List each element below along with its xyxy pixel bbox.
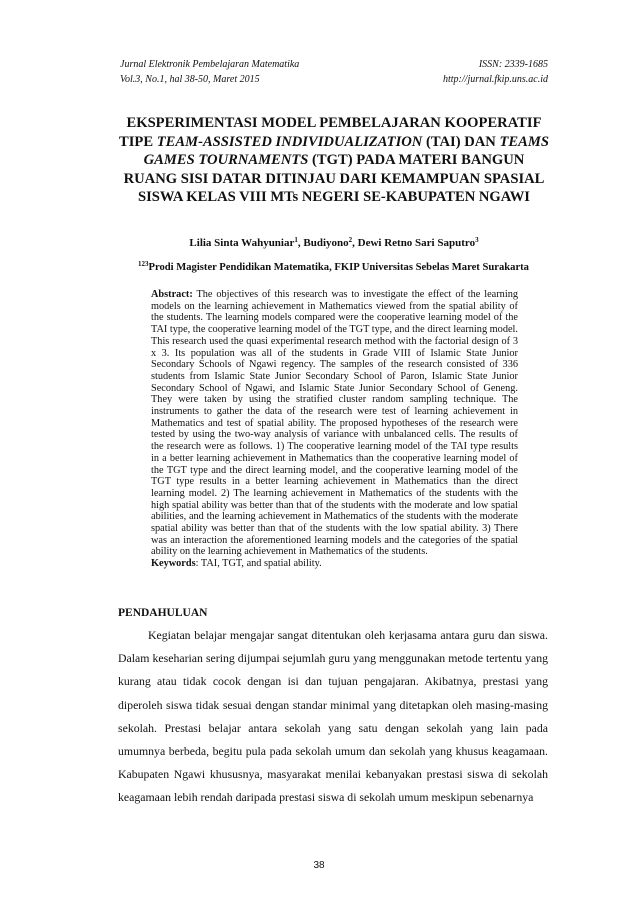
volume-info: Vol.3, No.1, hal 38-50, Maret 2015 (120, 74, 260, 85)
author: Budiyono (303, 237, 349, 249)
paragraph: Kegiatan belajar mengajar sangat ditentukan oleh kerjasama antara guru dan siswa. Dalam keseharian sering dijumpai sejumlah guru yang menggunakan metode tertentu yang kurang atau tidak cocok dengan isi dan tujuan pengajaran. Akibatnya, prestasi yang diperoleh siswa tidak sesuai dengan standar minimal yang ditetapkan oleh masing-masing sekolah. Prestasi belajar antara sekolah yang satu dengan sekolah yang lain pada umumnya berbeda, begitu pula pada sekolah umum dan sekolah yang khusus keagamaan. Kabupaten Ngawi khususnya, masyarakat menilai kebanyakan prestasi siswa di sekolah keagamaan lebih rendah daripada prestasi siswa di sekolah umum meskipun sebenarnya (118, 628, 548, 805)
journal-url: http://jurnal.fkip.uns.ac.id (443, 74, 548, 85)
abstract (151, 289, 518, 570)
author-list: Lilia Sinta Wahyuniar$^1$, Budiyono$^2$, Dewi Retno Sari Saputro$^3$ (189, 236, 479, 249)
abstract-text: The objectives of this research was to investigate the effect of the learning models on the learning achievement in Mathematics viewed from the spatial ability of the students. The learning models compared were the cooperative learning model of the TAI type, the cooperative learning model of the TGT type, and the direct learning model. This research used the quasi experimental research method with the factorial design of 3 x 3. Its population was all of the students in Grade VIII of Islamic State Junior Secondary Schools of Ngawi regency. The samples of the research consisted of 336 students from Islamic State Junior Secondary School of Paron, Islamic State Junior Secondary School of Ngawi, and Islamic State Junior Secondary School of Geneng. They were taken by using the stratified cluster random sampling technique. The instruments to gather the data of the research were test of learning achievement in Mathematics and test of spatial ability. The proposed hypotheses of the research were tested by using the two-way analysis of variance with unbalanced cells. The results of the research were as follows. 1) The cooperative learning model of the TAI type results in a better learning achievement in Mathematics than the cooperative learning model of the TGT type and the direct learning model, and the cooperative learning model of the TGT type results in a better learning achievement in Mathematics than the direct learning model. 2) The learning achievement in Mathematics of the students with the high spatial ability was better than that of the students with the moderate and low spatial abilities, and the learning achievement in Mathematics of the students with the moderate spatial ability was better than that of the students with the low spatial ability. 3) There was an interaction the aforementioned learning models and the categories of the spatial ability on the learning achievement in Mathematics of the students. (151, 289, 518, 558)
section-heading: PENDAHULUAN (118, 607, 208, 619)
body-text (118, 624, 548, 810)
page-number: 38 (313, 860, 325, 871)
journal-name: Jurnal Elektronik Pembelajaran Matematika (120, 59, 300, 70)
keywords: : TAI, TGT, and spatial ability. (195, 558, 322, 570)
running-header (120, 58, 548, 72)
author: Dewi Retno Sari Saputro (357, 237, 476, 249)
affiliation: $^{123}$Prodi Magister Pendidikan Matematika, FKIP Universitas Sebelas Maret Surakarta (138, 260, 529, 273)
issn: ISSN: 2339-1685 (478, 59, 548, 70)
abstract-label: Abstract: (151, 289, 193, 300)
keywords-label: Keywords (151, 558, 196, 570)
author: Lilia Sinta Wahyuniar (189, 237, 295, 249)
paper-title: EKSPERIMENTASI MODEL PEMBELAJARAN KOOPERATIF TIPE TEAM-ASSISTED INDIVIDUALIZATION (TAI) DAN TEAMS GAMES TOURNAMENTS (TGT) PADA MATERI BANGUN RUANG SISI DATAR DITINJAU DARI KEMAMPUAN SPASIAL SISWA KELAS VIII MTs NEGERI SE-KABUPATEN NGAWI (119, 115, 549, 205)
running-header-2 (120, 73, 548, 87)
